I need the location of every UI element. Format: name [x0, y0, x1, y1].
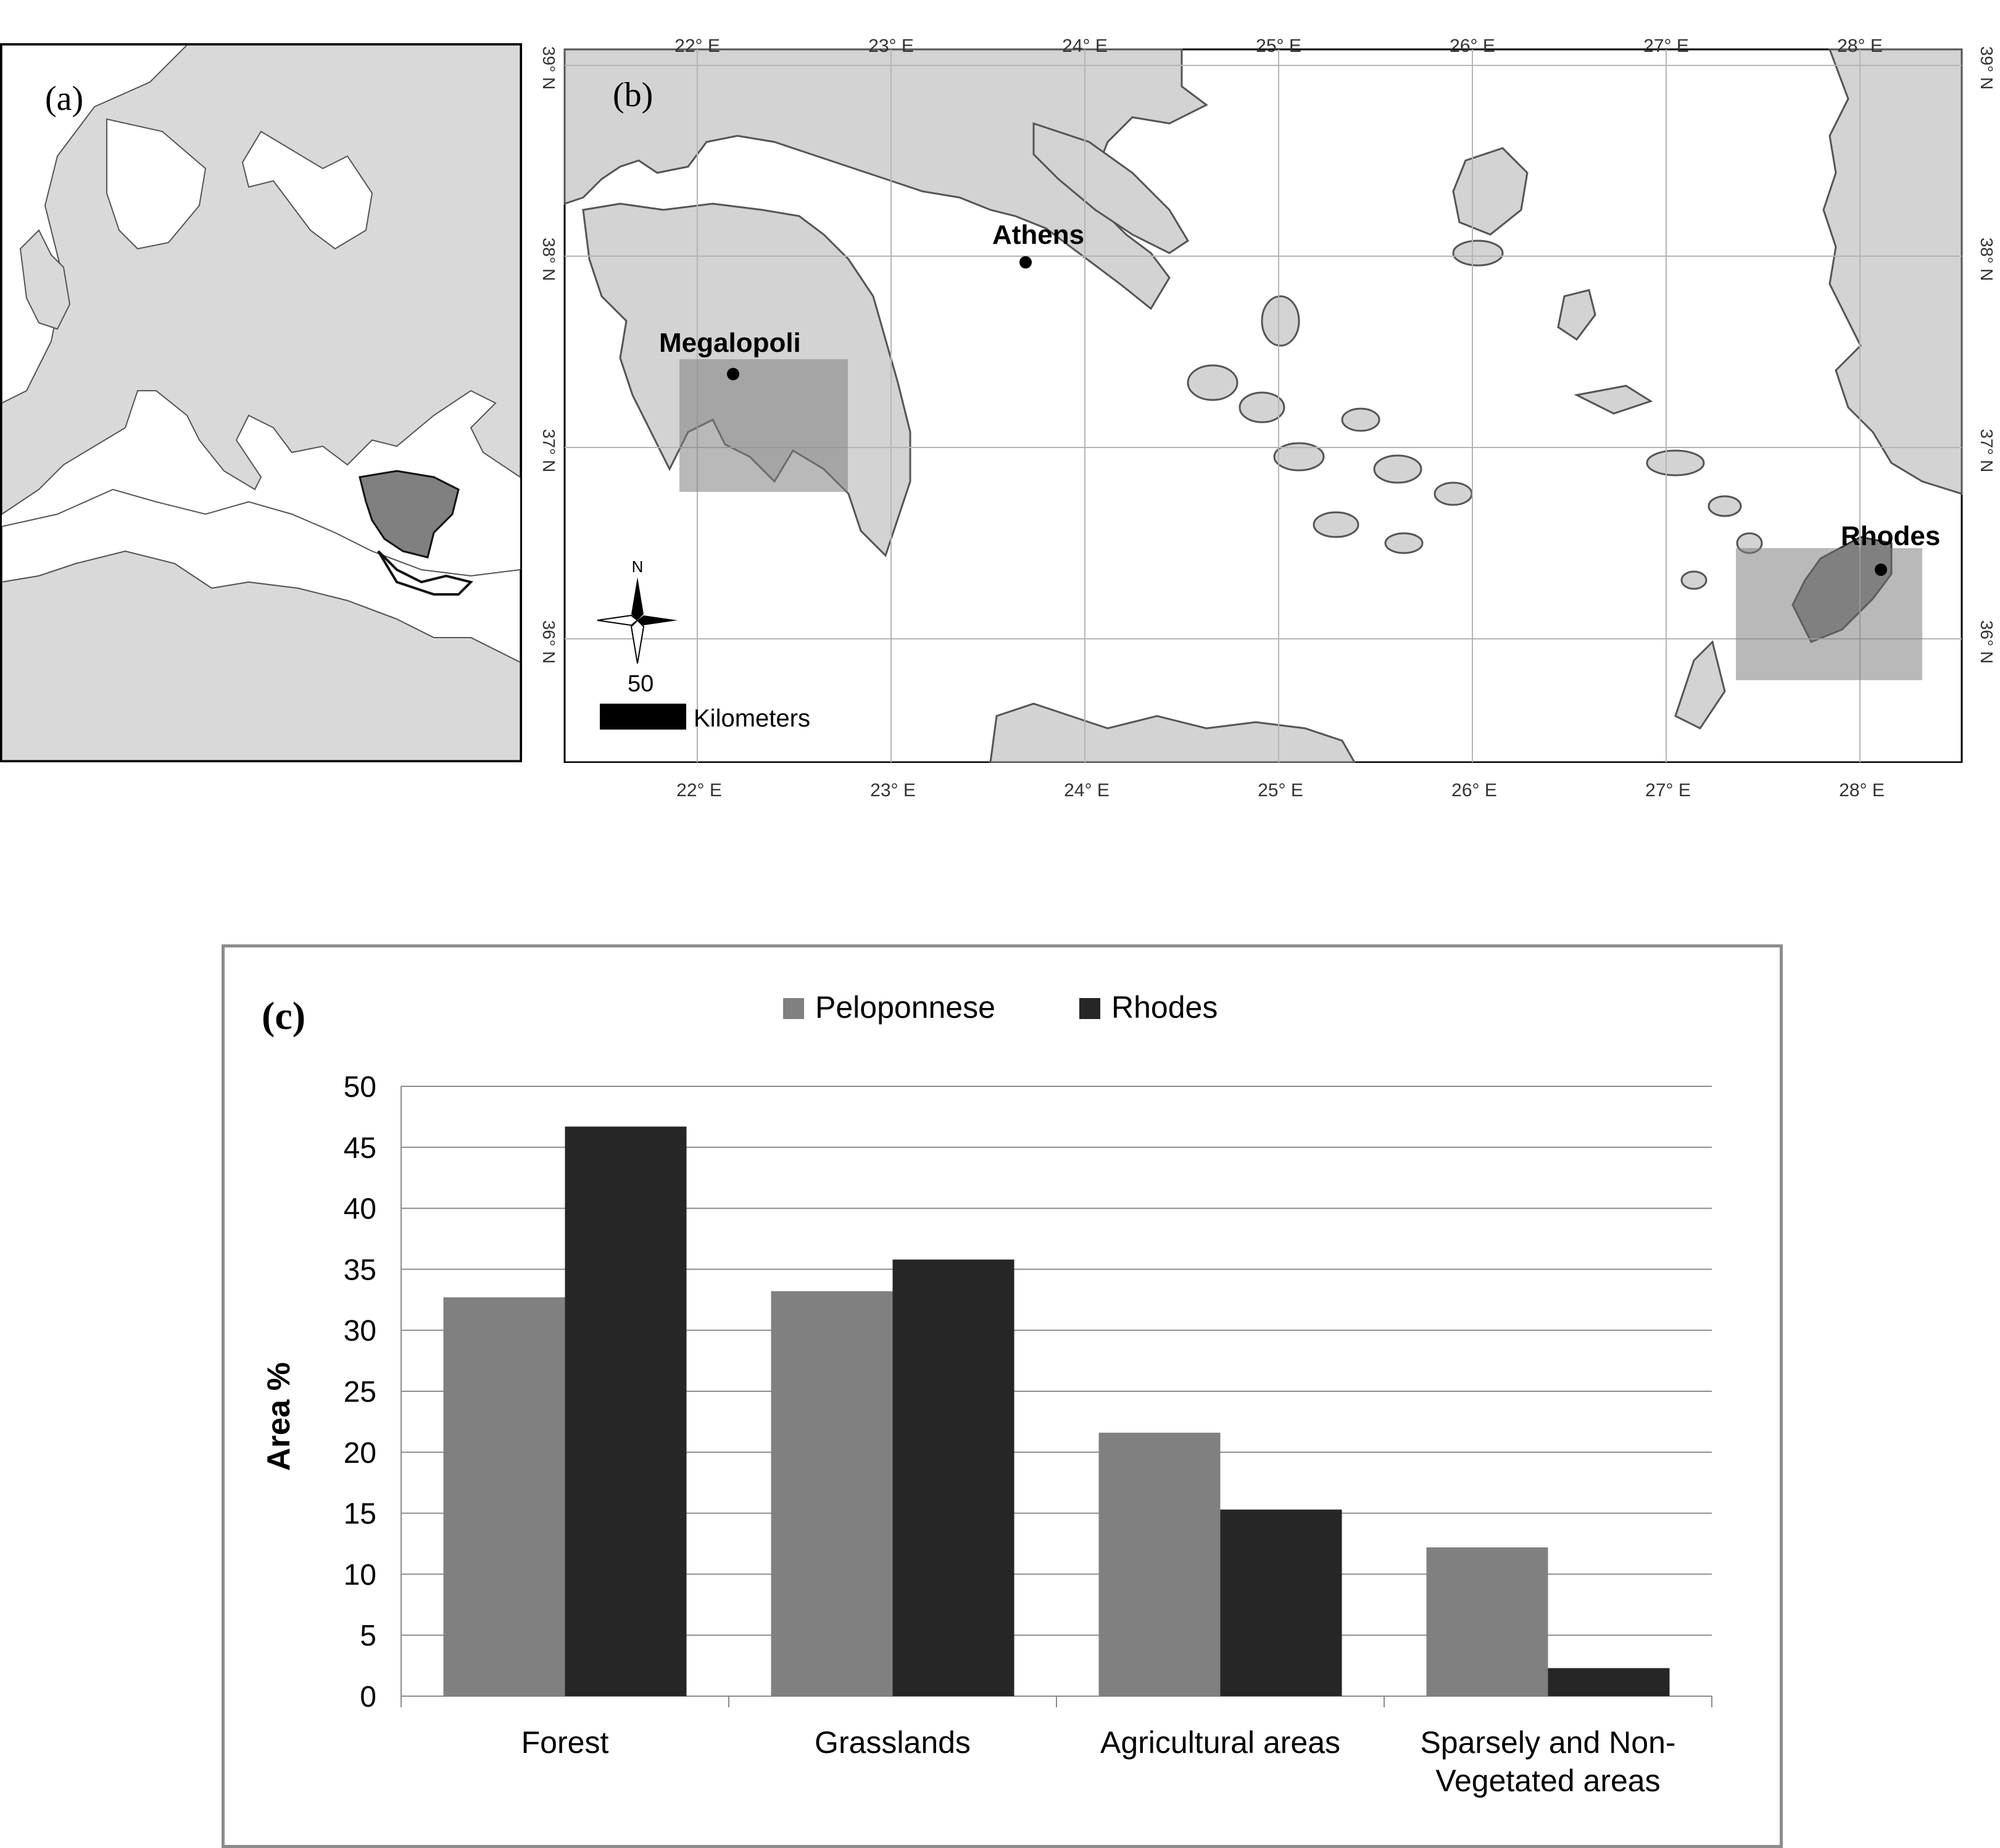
- scale-value: 50: [628, 671, 654, 697]
- legend-label-peloponnese: Peloponnese: [815, 990, 995, 1025]
- lat-tick-left: 39° N: [539, 46, 558, 90]
- lat-tick-left: 38° N: [539, 237, 558, 281]
- lon-tick-top: 22° E: [674, 37, 720, 56]
- rhodes-label: Rhodes: [1841, 521, 1941, 551]
- y-tick-label: 15: [343, 1497, 376, 1531]
- bar-chart-svg: [225, 947, 1780, 1845]
- bar-peloponnese-0: [444, 1297, 565, 1696]
- lon-tick-bottom: 27° E: [1645, 780, 1691, 801]
- x-tick-label: Sparsely and Non-: [1420, 1725, 1676, 1760]
- y-tick-label: 0: [360, 1681, 376, 1713]
- y-axis-label: Area %: [261, 1362, 297, 1471]
- athens-label: Athens: [992, 220, 1085, 250]
- panel-b-label: (b): [613, 76, 654, 114]
- lon-tick-top: 27° E: [1643, 37, 1689, 56]
- bar-peloponnese-3: [1427, 1547, 1548, 1696]
- lon-tick-bottom: 25° E: [1258, 780, 1303, 801]
- lon-tick-bottom: 22° E: [676, 780, 722, 801]
- bar-peloponnese-2: [1099, 1433, 1221, 1696]
- lon-tick-top: 25° E: [1256, 37, 1301, 56]
- x-tick-label: Grasslands: [815, 1725, 971, 1760]
- y-tick-labels: [344, 1071, 376, 1713]
- y-tick-label: 40: [343, 1192, 376, 1226]
- bar-rhodes-0: [565, 1126, 687, 1696]
- map-b-axis-labels: [0, 0, 2000, 815]
- land-cover-chart: [222, 944, 1783, 1848]
- lon-tick-bottom: 24° E: [1064, 780, 1110, 801]
- legend-label-rhodes: Rhodes: [1111, 990, 1218, 1025]
- lon-tick-bottom: 23° E: [870, 780, 916, 801]
- chart-legend: [783, 990, 1218, 1025]
- scale-unit: Kilometers: [694, 705, 810, 732]
- y-tick-label: 35: [343, 1254, 376, 1287]
- legend-swatch-rhodes: [1079, 998, 1100, 1019]
- bar-rhodes-2: [1221, 1510, 1342, 1696]
- x-tick-label: Agricultural areas: [1100, 1725, 1341, 1760]
- lat-tick-left: 36° N: [539, 620, 558, 664]
- y-tick-label: 25: [343, 1376, 376, 1409]
- lon-tick-top: 26° E: [1450, 37, 1495, 56]
- bar-rhodes-1: [893, 1260, 1015, 1696]
- north-label: N: [631, 557, 644, 576]
- megalopoli-label: Megalopoli: [659, 328, 801, 358]
- chart-bars: [444, 1126, 1670, 1696]
- lat-tick-right: 36° N: [1977, 620, 1996, 664]
- panel-a-label: (a): [45, 80, 84, 118]
- lon-tick-bottom: 26° E: [1451, 780, 1497, 801]
- x-tick-label: Forest: [521, 1725, 609, 1760]
- y-tick-label: 10: [343, 1559, 376, 1592]
- bar-peloponnese-1: [771, 1291, 893, 1696]
- chart-title: (c): [262, 994, 306, 1038]
- lon-tick-top: 23° E: [868, 37, 914, 56]
- y-tick-label: 5: [360, 1620, 376, 1653]
- bar-rhodes-3: [1548, 1668, 1670, 1696]
- y-tick-label: 20: [343, 1436, 376, 1470]
- lat-tick-right: 38° N: [1977, 237, 1996, 281]
- lon-tick-bottom: 28° E: [1839, 780, 1885, 801]
- lat-tick-right: 39° N: [1977, 46, 1996, 90]
- legend-swatch-peloponnese: [783, 998, 804, 1019]
- y-tick-label: 50: [343, 1071, 376, 1104]
- x-tick-labels: [521, 1725, 1676, 1798]
- y-tick-label: 45: [343, 1131, 376, 1165]
- lon-tick-top: 28° E: [1837, 37, 1883, 56]
- y-tick-label: 30: [343, 1315, 376, 1348]
- x-tick-label: Vegetated areas: [1435, 1763, 1661, 1798]
- lat-tick-right: 37° N: [1977, 428, 1996, 473]
- lat-tick-left: 37° N: [539, 428, 558, 473]
- lon-tick-top: 24° E: [1062, 37, 1108, 56]
